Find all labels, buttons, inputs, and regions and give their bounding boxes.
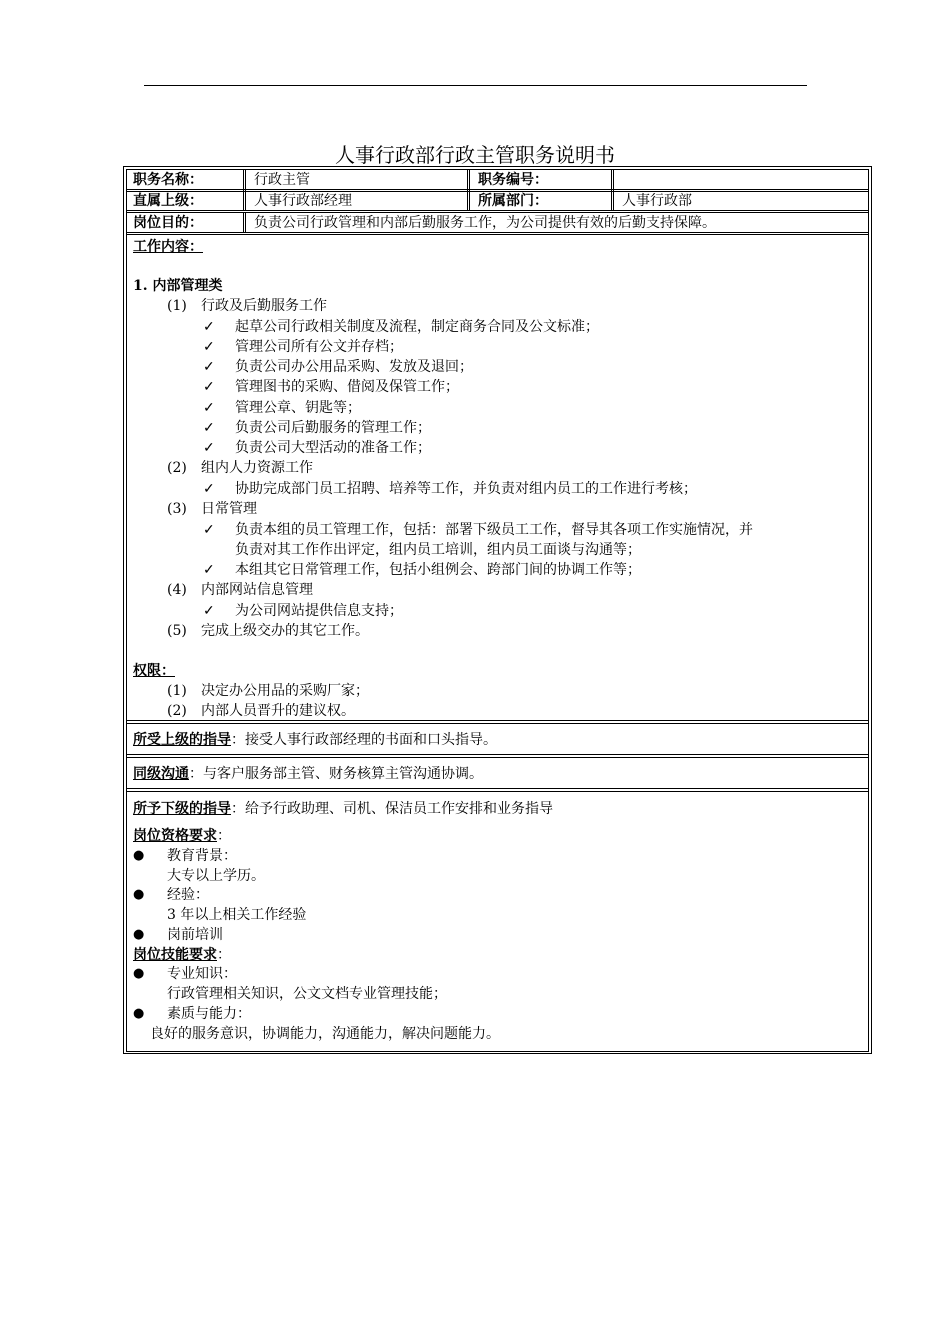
section-number: (3) [167, 501, 187, 517]
section-number: (4) [167, 582, 187, 598]
qualification-colon: ： [217, 828, 231, 844]
job-number-label: 职务编号： [478, 172, 548, 188]
checkmark-icon: ✓ [203, 379, 215, 395]
row-divider [126, 234, 869, 235]
table-inner-border-right [868, 169, 869, 1051]
table-inner-border-bottom [126, 1051, 869, 1052]
authority-item: 决定办公用品的采购厂家； [201, 683, 369, 699]
checkmark-icon: ✓ [203, 481, 215, 497]
row-divider [126, 791, 869, 792]
section-title: 完成上级交办的其它工作。 [201, 623, 369, 639]
ability-label: 素质与能力： [167, 1006, 251, 1022]
skills-heading [133, 945, 231, 965]
job-name-value: 行政主管 [254, 172, 310, 188]
list-item: 协助完成部门员工招聘、培养等工作，并负责对组内员工的工作进行考核； [235, 481, 697, 497]
checkmark-icon: ✓ [203, 420, 215, 436]
checkmark-icon: ✓ [203, 562, 215, 578]
knowledge-label: 专业知识： [167, 966, 237, 982]
list-item: 负责公司办公用品采购、发放及退回； [235, 359, 473, 375]
row-divider [126, 723, 869, 724]
list-item: 管理图书的采购、借阅及保管工作； [235, 379, 459, 395]
section-title: 日常管理 [201, 501, 257, 517]
checkmark-icon: ✓ [203, 603, 215, 619]
purpose-label: 岗位目的： [133, 215, 203, 231]
job-name-label: 职务名称： [133, 172, 203, 188]
list-item: 起草公司行政相关制度及流程，制定商务合同及公文标准； [235, 319, 599, 335]
authority-heading: 权限： [133, 663, 175, 679]
checkmark-icon: ✓ [203, 400, 215, 416]
peer-communication [133, 764, 483, 784]
bullet-icon: ● [133, 927, 145, 942]
row-divider [126, 757, 869, 758]
skills-heading-text: 岗位技能要求 [133, 947, 217, 963]
section-number: (2) [167, 460, 187, 476]
list-item: 为公司网站提供信息支持； [235, 603, 403, 619]
row-divider [126, 788, 869, 789]
experience-label: 经验： [167, 887, 209, 903]
bullet-icon: ● [133, 1006, 145, 1021]
bullet-icon: ● [133, 887, 145, 902]
column-divider [613, 169, 614, 210]
work-content-heading: 工作内容： [133, 239, 203, 255]
bullet-icon: ● [133, 966, 145, 981]
authority-item: 内部人员晋升的建议权。 [201, 703, 355, 719]
guidance-to-subordinates [133, 799, 553, 819]
list-item-continuation: 负责对其工作作出评定，组内员工培训，组内员工面谈与沟通等； [235, 542, 641, 558]
guidance-to-text: ：给予行政助理、司机、保洁员工作安排和业务指导 [231, 801, 553, 817]
peer-text: ：与客户服务部主管、财务核算主管沟通协调。 [189, 766, 483, 782]
qualification-heading-text: 岗位资格要求 [133, 828, 217, 844]
list-item: 本组其它日常管理工作，包括小组例会、跨部门间的协调工作等； [235, 562, 641, 578]
superior-label: 直属上级： [133, 193, 203, 209]
peer-label: 同级沟通 [133, 766, 189, 782]
section-number: (5) [167, 623, 187, 639]
column-divider [245, 169, 246, 210]
knowledge-value: 行政管理相关知识，公文文档专业管理技能； [167, 986, 447, 1002]
document-title: 人事行政部行政主管职务说明书 [335, 143, 615, 167]
education-value: 大专以上学历。 [167, 868, 265, 884]
category-title: 1. 内部管理类 [133, 278, 223, 294]
list-item: 管理公章、钥匙等； [235, 400, 361, 416]
guidance-from-superior [133, 730, 497, 750]
checkmark-icon: ✓ [203, 339, 215, 355]
checkmark-icon: ✓ [203, 319, 215, 335]
column-divider [243, 169, 244, 210]
ability-value: 良好的服务意识，协调能力，沟通能力，解决问题能力。 [150, 1026, 500, 1042]
guidance-to-label: 所予下级的指导 [133, 801, 231, 817]
top-rule [144, 85, 807, 86]
training-value: 岗前培训 [167, 927, 223, 943]
row-divider [126, 754, 869, 755]
column-divider [245, 212, 246, 232]
column-divider [467, 169, 468, 210]
column-divider [611, 169, 612, 210]
qualification-heading [133, 826, 231, 846]
list-item: 负责公司大型活动的准备工作； [235, 440, 431, 456]
authority-number: (1) [167, 683, 187, 699]
bullet-icon: ● [133, 848, 145, 863]
experience-value: 3 年以上相关工作经验 [167, 907, 307, 923]
list-item: 负责公司后勤服务的管理工作； [235, 420, 431, 436]
section-number: (1) [167, 298, 187, 314]
purpose-value: 负责公司行政管理和内部后勤服务工作，为公司提供有效的后勤支持保障。 [254, 215, 716, 231]
department-label: 所属部门： [478, 193, 548, 209]
list-item: 管理公司所有公文并存档； [235, 339, 403, 355]
table-inner-border-left [126, 169, 127, 1051]
skills-colon: ： [217, 947, 231, 963]
checkmark-icon: ✓ [203, 522, 215, 538]
section-title: 行政及后勤服务工作 [201, 298, 327, 314]
section-title: 组内人力资源工作 [201, 460, 313, 476]
list-item: 负责本组的员工管理工作，包括：部署下级员工工作，督导其各项工作实施情况，并 [235, 522, 753, 538]
guidance-from-text: ：接受人事行政部经理的书面和口头指导。 [231, 732, 497, 748]
section-title: 内部网站信息管理 [201, 582, 313, 598]
superior-value: 人事行政部经理 [254, 193, 352, 209]
column-divider [243, 212, 244, 232]
authority-number: (2) [167, 703, 187, 719]
education-label: 教育背景： [167, 848, 237, 864]
checkmark-icon: ✓ [203, 440, 215, 456]
guidance-from-label: 所受上级的指导 [133, 732, 231, 748]
checkmark-icon: ✓ [203, 359, 215, 375]
column-divider [469, 169, 470, 210]
department-value: 人事行政部 [622, 193, 692, 209]
